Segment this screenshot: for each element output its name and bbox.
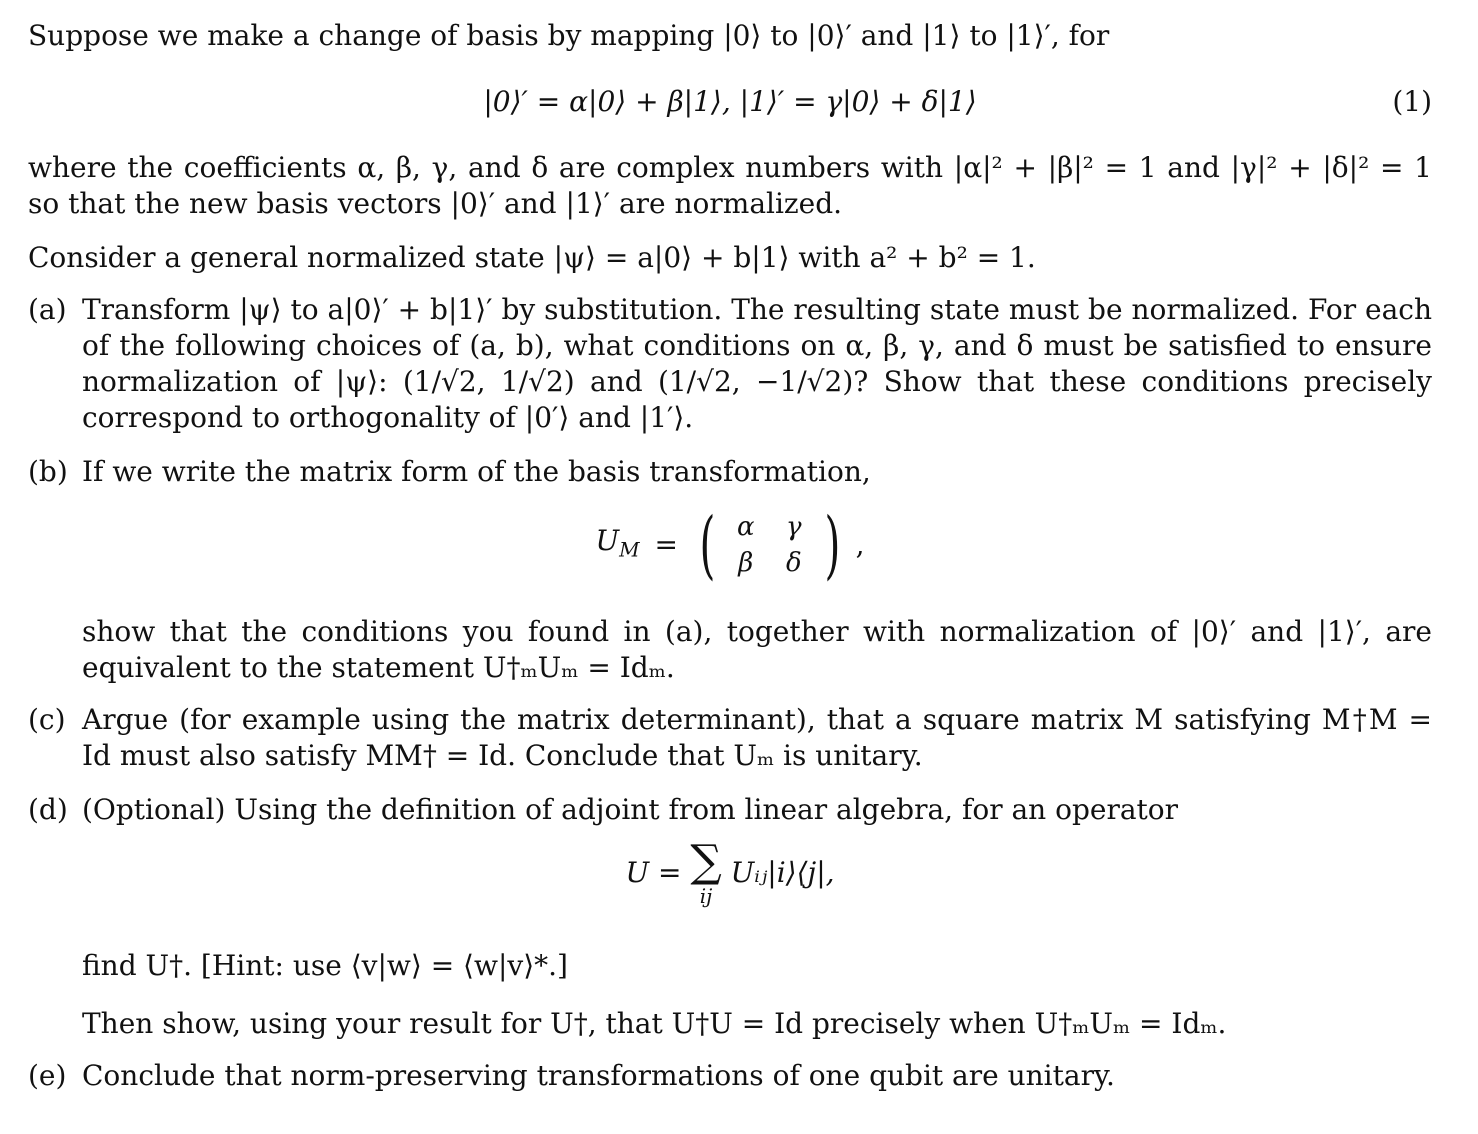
intro-paragraph: Suppose we make a change of basis by mapping |0⟩ to |0⟩′ and |1⟩ to |1⟩′, for: [28, 19, 1110, 52]
part-b: [28, 454, 1432, 686]
equation-number: (1): [1392, 85, 1432, 118]
part-c-label: (c): [28, 703, 66, 736]
equation-1-body: |0⟩′ = α|0⟩ + β|1⟩, |1⟩′ = γ|0⟩ + δ|1⟩: [483, 85, 977, 118]
part-d-text-2: find U†. [Hint: use ⟨v|w⟩ = ⟨w|v⟩*.]: [82, 949, 568, 982]
part-d-label: (d): [28, 793, 68, 826]
part-e-text: Conclude that norm-preserving transformations of one qubit are unitary.: [82, 1059, 1115, 1092]
part-b-text-2: show that the conditions you found in (a), together with normalization of |0⟩′ and |1⟩′, are equivalent to the statement U†ₘUₘ = Idₘ.: [82, 615, 1432, 684]
equation-1: [28, 84, 1432, 120]
problem-page: [28, 14, 1432, 1094]
part-a: [28, 292, 1432, 436]
part-b-text: If we write the matrix form of the basis transformation,: [82, 455, 871, 488]
part-e: [28, 1058, 1432, 1094]
part-d: [28, 792, 1432, 1042]
matrix-lhs: $U_M$: [595, 523, 640, 562]
part-c: [28, 702, 1432, 774]
matrix-equation: [28, 502, 1432, 594]
matrix-entry: β: [738, 548, 754, 578]
part-d-text-3: Then show, using your result for U†, that U†U = Id precisely when U†ₘUₘ = Idₘ.: [82, 1007, 1227, 1040]
matrix-um: [693, 502, 847, 588]
matrix-entry: α: [737, 512, 755, 542]
part-d-text: (Optional) Using the definition of adjoint from linear algebra, for an operator: [82, 793, 1179, 826]
matrix-entry: δ: [785, 548, 802, 578]
matrix-equals: =: [654, 528, 678, 561]
part-b-label: (b): [28, 455, 68, 488]
sum-index: ij: [699, 884, 713, 908]
sum-equation: [28, 836, 1432, 932]
coefficients-paragraph: where the coefficients α, β, γ, and δ are complex numbers with |α|² + |β|² = 1 and |γ|² + |δ|² = 1 so that the new basis vectors |0⟩′ and |1⟩′ are normalized.: [28, 151, 1432, 220]
matrix-trailing-comma: ,: [855, 528, 865, 561]
part-e-label: (e): [28, 1059, 67, 1092]
part-c-text: Argue (for example using the matrix determinant), that a square matrix M satisfying M†M = Id must also satisfy MM† = Id. Conclude that Uₘ is unitary.: [82, 703, 1432, 772]
consider-paragraph: Consider a general normalized state |ψ⟩ = a|0⟩ + b|1⟩ with a² + b² = 1.: [28, 241, 1036, 274]
sigma-icon: ∑: [690, 836, 722, 887]
right-paren: ): [824, 502, 841, 588]
part-a-text: Transform |ψ⟩ to a|0⟩′ + b|1⟩′ by substitution. The resulting state must be normalized. For each of the following choices of (a, b), what conditions on α, β, γ, and δ must be satisfied to ensure normalization of |ψ⟩: (1/√2, 1/√2) and (1/√2, −1/√2)? Show that these conditions precisely correspond to orthogonality of |0′⟩ and |1′⟩.: [82, 293, 1432, 434]
sum-lhs: U =: [625, 856, 682, 889]
matrix-entry: γ: [786, 512, 802, 542]
part-a-label: (a): [28, 293, 67, 326]
left-paren: (: [699, 502, 716, 588]
sum-body: Uᵢⱼ|i⟩⟨j|,: [730, 856, 835, 889]
sum-operator: [690, 836, 722, 908]
